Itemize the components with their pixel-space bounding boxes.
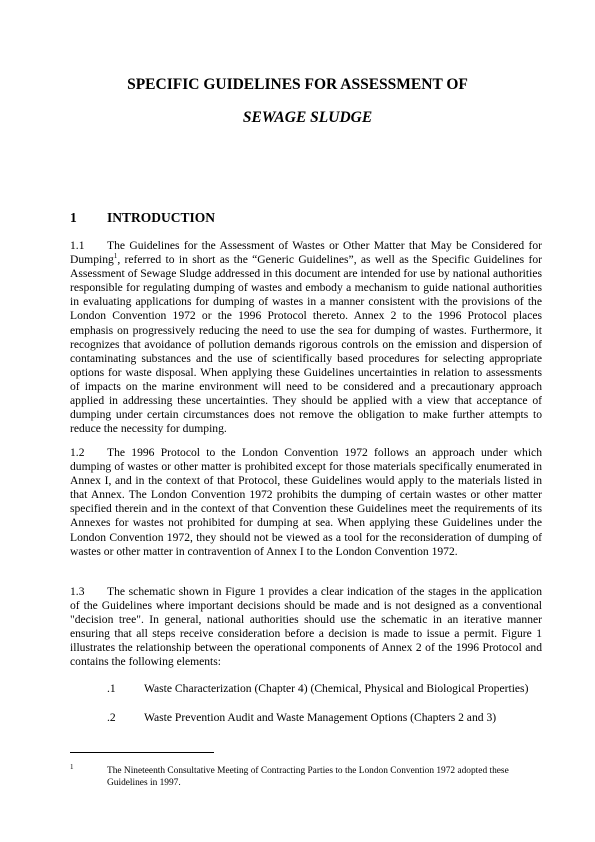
document-title-line2: SEWAGE SLUDGE	[242, 109, 373, 126]
paragraph-text: The 1996 Protocol to the London Convention 1972 follows an approach under which dumping of wastes or other matter is prohibited except for those materials specifically enumerated in Annex I, and in the context of that Protocol, these Guidelines would apply to the materials listed in that Annex. The London Convention 1972 prohibits the dumping of certain wastes or other matter specified therein and in the context of that Convention these Guidelines meet the requirements of its Annexes for wastes not prohibited for dumping at sea. When applying these Guidelines under the London Convention 1972, they should not be viewed as a tool for the reconsideration of dumping of wastes or other matter in contravention of Annex I to the London Convention 1972.	[70, 446, 542, 558]
paragraph-number: 1.3	[70, 585, 85, 598]
paragraph-1-3	[70, 585, 542, 670]
document-title-line1: SPECIFIC GUIDELINES FOR ASSESSMENT OF	[127, 76, 468, 93]
footnote-separator	[70, 752, 214, 753]
paragraph-1-1	[70, 239, 542, 436]
list-item-number: .2	[107, 711, 116, 724]
paragraph-text: The Guidelines for the Assessment of Wastes or Other Matter that May be Considered for Dumping	[70, 239, 542, 267]
footnote-number: 1	[70, 763, 74, 771]
paragraph-text-continued: , referred to in short as the “Generic Guidelines”, as well as the Specific Guidelines for Assessment of Sewage Sludge addressed in this document are intended for use by national authorities responsible for regulating dumping of wastes and embody a mechanism to guide national authorities in evaluating applications for dumping of wastes in a manner consistent with the provisions of the London Convention 1972 or the 1996 Protocol thereto. Annex 2 to the 1996 Protocol places emphasis on progressively reducing the need to use the sea for dumping of wastes. Furthermore, it recognizes that avoidance of pollution demands rigorous controls on the emission and dispersion of contaminating substances and the use of scientifically based procedures for selecting appropriate options for waste disposal. When applying these Guidelines uncertainties in relation to assessments of impacts on the marine environment will need to be considered and a precautionary approach applied in addressing these uncertainties. They should be applied with a view that acceptance of dumping under certain circumstances does not remove the obligation to make further attempts to reduce the necessity for dumping.	[70, 253, 542, 436]
paragraph-number: 1.2	[70, 446, 85, 459]
list-item-number: .1	[107, 682, 116, 695]
section-number: 1	[70, 210, 77, 225]
paragraph-1-2	[70, 446, 542, 559]
list-item-text: Waste Characterization (Chapter 4) (Chemical, Physical and Biological Properties)	[144, 682, 529, 695]
list-item-text: Waste Prevention Audit and Waste Management Options (Chapters 2 and 3)	[144, 711, 497, 724]
paragraph-number: 1.1	[70, 239, 85, 252]
footnote-text: The Nineteenth Consultative Meeting of Contracting Parties to the London Convention 1972 adopted these Guidelines in 1997.	[107, 766, 509, 788]
paragraph-text: The schematic shown in Figure 1 provides a clear indication of the stages in the application of the Guidelines where important decisions should be made and is not designed as a conventional "decision tree". In general, national authorities should use the schematic in an iterative manner ensuring that all steps receive consideration before a decision is made to issue a permit. Figure 1 illustrates the relationship between the operational components of Annex 2 of the 1996 Protocol and contains the following elements:	[70, 585, 542, 669]
footnote-reference[interactable]: 1	[113, 252, 118, 261]
section-heading: INTRODUCTION	[107, 210, 216, 225]
